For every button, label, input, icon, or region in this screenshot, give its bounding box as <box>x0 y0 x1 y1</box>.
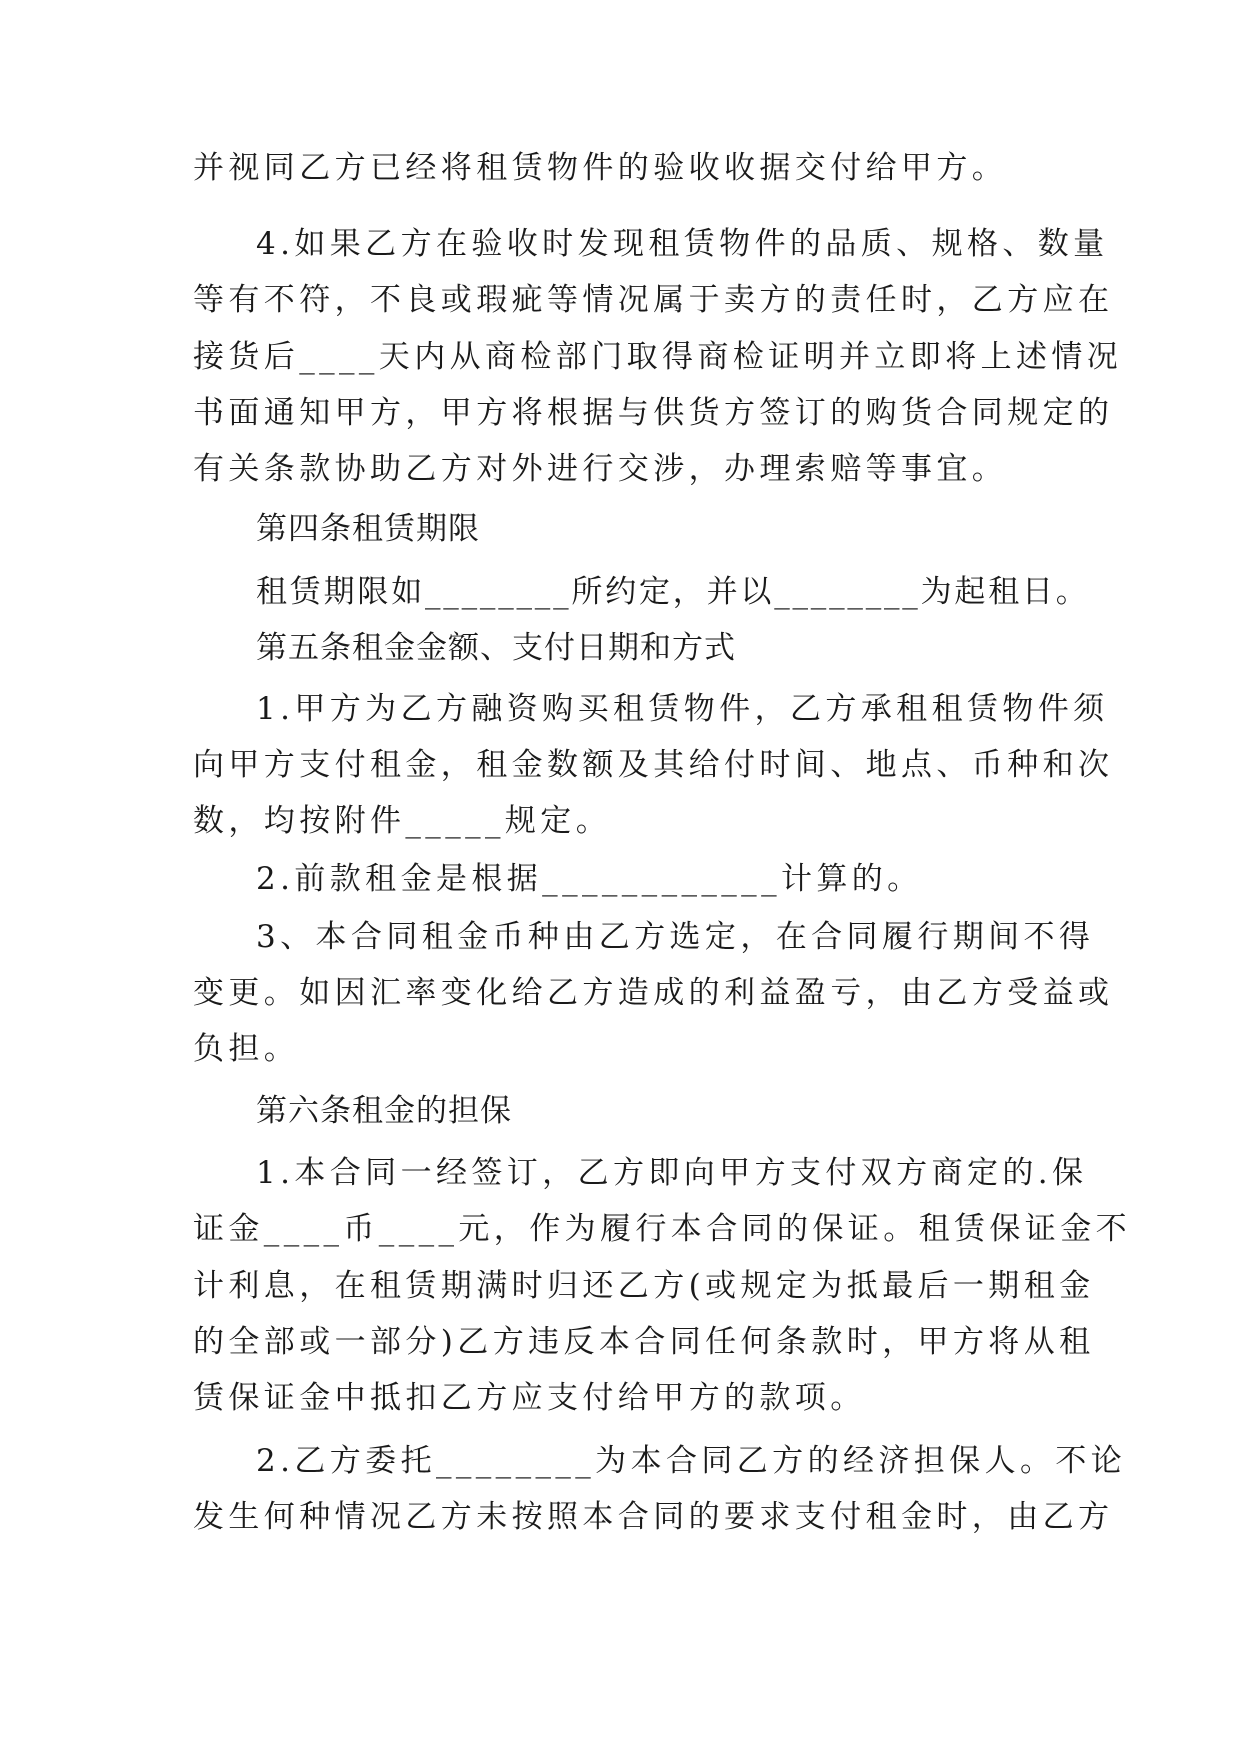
text-line: 1.本合同一经签订，乙方即向甲方支付双方商定的.保 <box>256 1155 1088 1191</box>
text-line: 2.前款租金是根据____________计算的。 <box>256 861 923 897</box>
text-line: 计利息，在租赁期满时归还乙方(或规定为抵最后一期租金 <box>193 1268 1095 1304</box>
text-line: 变更。如因汇率变化给乙方造成的利益盈亏，由乙方受益或 <box>193 975 1114 1011</box>
text-line: 负担。 <box>193 1031 300 1067</box>
text-line: 2.乙方委托________为本合同乙方的经济担保人。不论 <box>256 1443 1127 1479</box>
section-heading: 第六条租金的担保 <box>256 1093 512 1129</box>
text-line: 1.甲方为乙方融资购买租赁物件，乙方承租租赁物件须 <box>256 691 1109 727</box>
text-line: 4.如果乙方在验收时发现租赁物件的品质、规格、数量 <box>256 226 1109 262</box>
text-line: 并视同乙方已经将租赁物件的验收收据交付给甲方。 <box>193 150 1008 186</box>
text-line: 数，均按附件_____规定。 <box>193 803 612 839</box>
text-line: 证金____币____元，作为履行本合同的保证。租赁保证金不 <box>193 1211 1131 1247</box>
text-line: 赁保证金中抵扣乙方应支付给甲方的款项。 <box>193 1380 866 1416</box>
text-line: 等有不符，不良或瑕疵等情况属于卖方的责任时，乙方应在 <box>193 282 1114 318</box>
text-line: 向甲方支付租金，租金数额及其给付时间、地点、币种和次 <box>193 747 1114 783</box>
text-line: 有关条款协助乙方对外进行交涉，办理索赔等事宜。 <box>193 451 1008 487</box>
text-line: 租赁期限如________所约定，并以________为起租日。 <box>256 574 1090 610</box>
text-line: 发生何种情况乙方未按照本合同的要求支付租金时，由乙方 <box>193 1499 1114 1535</box>
section-heading: 第五条租金金额、支付日期和方式 <box>256 630 736 666</box>
text-line: 的全部或一部分)乙方违反本合同任何条款时，甲方将从租 <box>193 1324 1095 1360</box>
text-line: 书面通知甲方，甲方将根据与供货方签订的购货合同规定的 <box>193 395 1114 431</box>
section-heading: 第四条租赁期限 <box>256 511 480 547</box>
text-line: 接货后____天内从商检部门取得商检证明并立即将上述情况 <box>193 339 1123 375</box>
text-line: 3、本合同租金币种由乙方选定，在合同履行期间不得 <box>256 919 1095 955</box>
